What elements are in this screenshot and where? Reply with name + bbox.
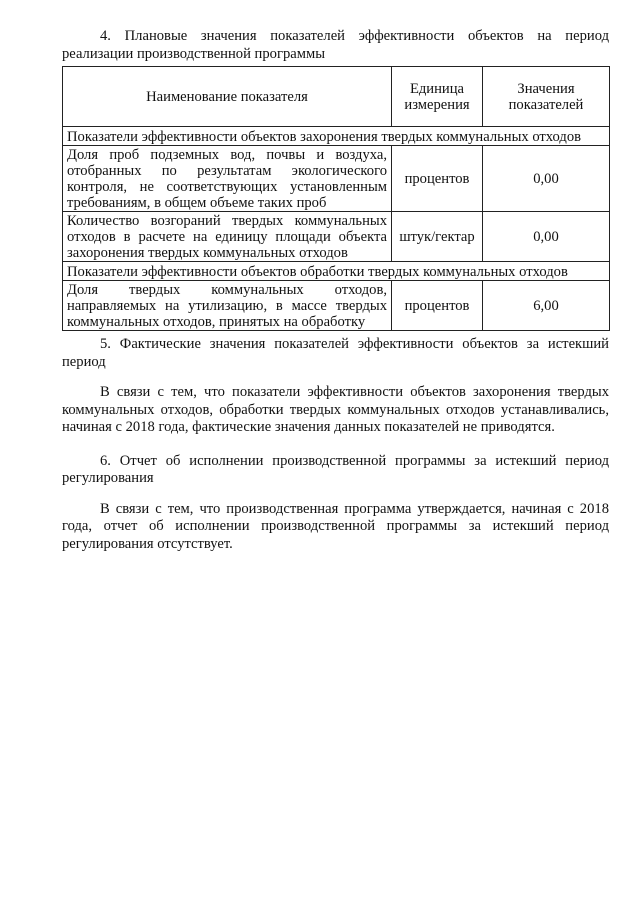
indicator-name: Доля твердых коммунальных отходов, направляемых на утилизацию, в массе твердых коммунальных отходов, принятых на обработку (63, 281, 392, 331)
table-section-row (63, 127, 610, 146)
indicator-unit: процентов (392, 281, 483, 331)
indicators-table (62, 66, 610, 331)
table-header-row (63, 67, 610, 127)
section-4-heading: 4. Плановые значения показателей эффективности объектов на период реализации производственной программы (62, 28, 609, 62)
indicator-name: Количество возгораний твердых коммунальных отходов в расчете на единицу площади объекта захоронения твердых коммунальных отходов (63, 212, 392, 262)
indicator-value: 0,00 (483, 212, 610, 262)
indicator-unit: процентов (392, 146, 483, 212)
indicator-name: Доля проб подземных вод, почвы и воздуха, отобранных по результатам экологического контроля, не соответствующих установленным требованиям, в общем объеме таких проб (63, 146, 392, 212)
section-5-heading: 5. Фактические значения показателей эффективности объектов за истекший период (62, 336, 609, 370)
section-6-heading: 6. Отчет об исполнении производственной программы за истекший период регулирования (62, 452, 609, 486)
section-title-disposal: Показатели эффективности объектов захоронения твердых коммунальных отходов (63, 127, 610, 146)
column-header-value: Значения показателей (483, 67, 610, 127)
table-row (63, 212, 610, 262)
table-row (63, 281, 610, 331)
table-row (63, 146, 610, 212)
indicator-value: 6,00 (483, 281, 610, 331)
section-6-body: В связи с тем, что производственная программа утверждается, начиная с 2018 года, отчет об исполнении производственной программы за истекший период регулирования отсутствует. (62, 500, 609, 552)
indicator-unit: штук/гектар (392, 212, 483, 262)
table-section-row (63, 262, 610, 281)
column-header-name: Наименование показателя (63, 67, 392, 127)
document-page (62, 28, 609, 553)
section-title-processing: Показатели эффективности объектов обработки твердых коммунальных отходов (63, 262, 610, 281)
column-header-unit: Единица измерения (392, 67, 483, 127)
section-5-body: В связи с тем, что показатели эффективности объектов захоронения твердых коммунальных отходов, обработки твердых коммунальных отходов устанавливались, начиная с 2018 года, фактические значения данных показателей не приводятся. (62, 384, 609, 435)
indicator-value: 0,00 (483, 146, 610, 212)
